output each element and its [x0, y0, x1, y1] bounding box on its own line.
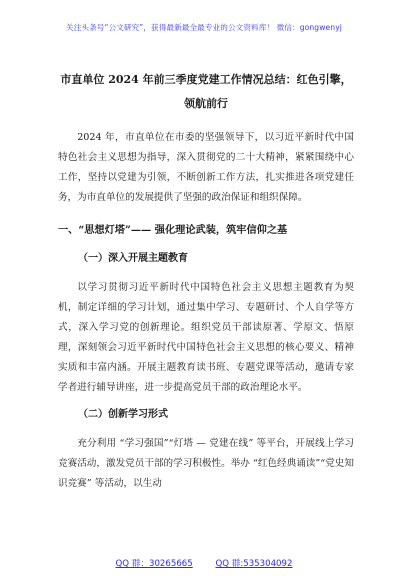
section-heading-1: 一、“思想灯塔”—— 强化理论武装，筑牢信仰之基: [58, 224, 288, 236]
intro-paragraph: 2024 年，市直单位在市委的坚强领导下，以习近平新时代中国特色社会主义思想为指导，深入贯彻党的二十大精神，紧紧围绕中心工作，坚持以党建为引领，不断创新工作方法，扎实推进各项党建任务，为市直单位的发展提供了坚强的政治保证和组织保障。: [58, 132, 354, 203]
footer-contacts: [0, 557, 408, 569]
footer-qq-group-1[interactable]: QQ 群：30265665: [115, 559, 193, 569]
subsection-body-1: 以学习贯彻习近平新时代中国特色社会主义思想主题教育为契机，制定详细的学习计划，通过集中学习、专题研讨、个人自学等方式，深入学习党的创新理论。组织党员干部读原著、学原文、悟原理，深刻领会习近平新时代中国特色社会主义思想的核心要义、精神实质和丰富内涵。开展主题教育读书班、专题党课等活动，邀请专家学者进行辅导讲座，进一步提高党员干部的政治理论水平。: [58, 282, 354, 393]
subsection-heading-2: （二）创新学习形式: [78, 409, 168, 420]
header-banner: 关注头条号“公文研究”，获得最新最全最专业的公文资料库！ 微信：gongwenyj: [66, 23, 342, 32]
subsection-body-2: 充分利用 “学习强国”“灯塔 — 党建在线” 等平台，开展线上学习竞赛活动，激发党员干部的学习积极性。举办 “红色经典诵读”“党史知识竞赛” 等活动，以生动: [58, 438, 354, 489]
document-title: 市直单位 2024 年前三季度党建工作情况总结：红色引擎，领航前行: [60, 73, 352, 110]
footer-qq-group-2[interactable]: QQ 群:535304092: [215, 559, 293, 569]
subsection-heading-1: （一）深入开展主题教育: [78, 253, 188, 264]
document-body: [58, 60, 354, 494]
